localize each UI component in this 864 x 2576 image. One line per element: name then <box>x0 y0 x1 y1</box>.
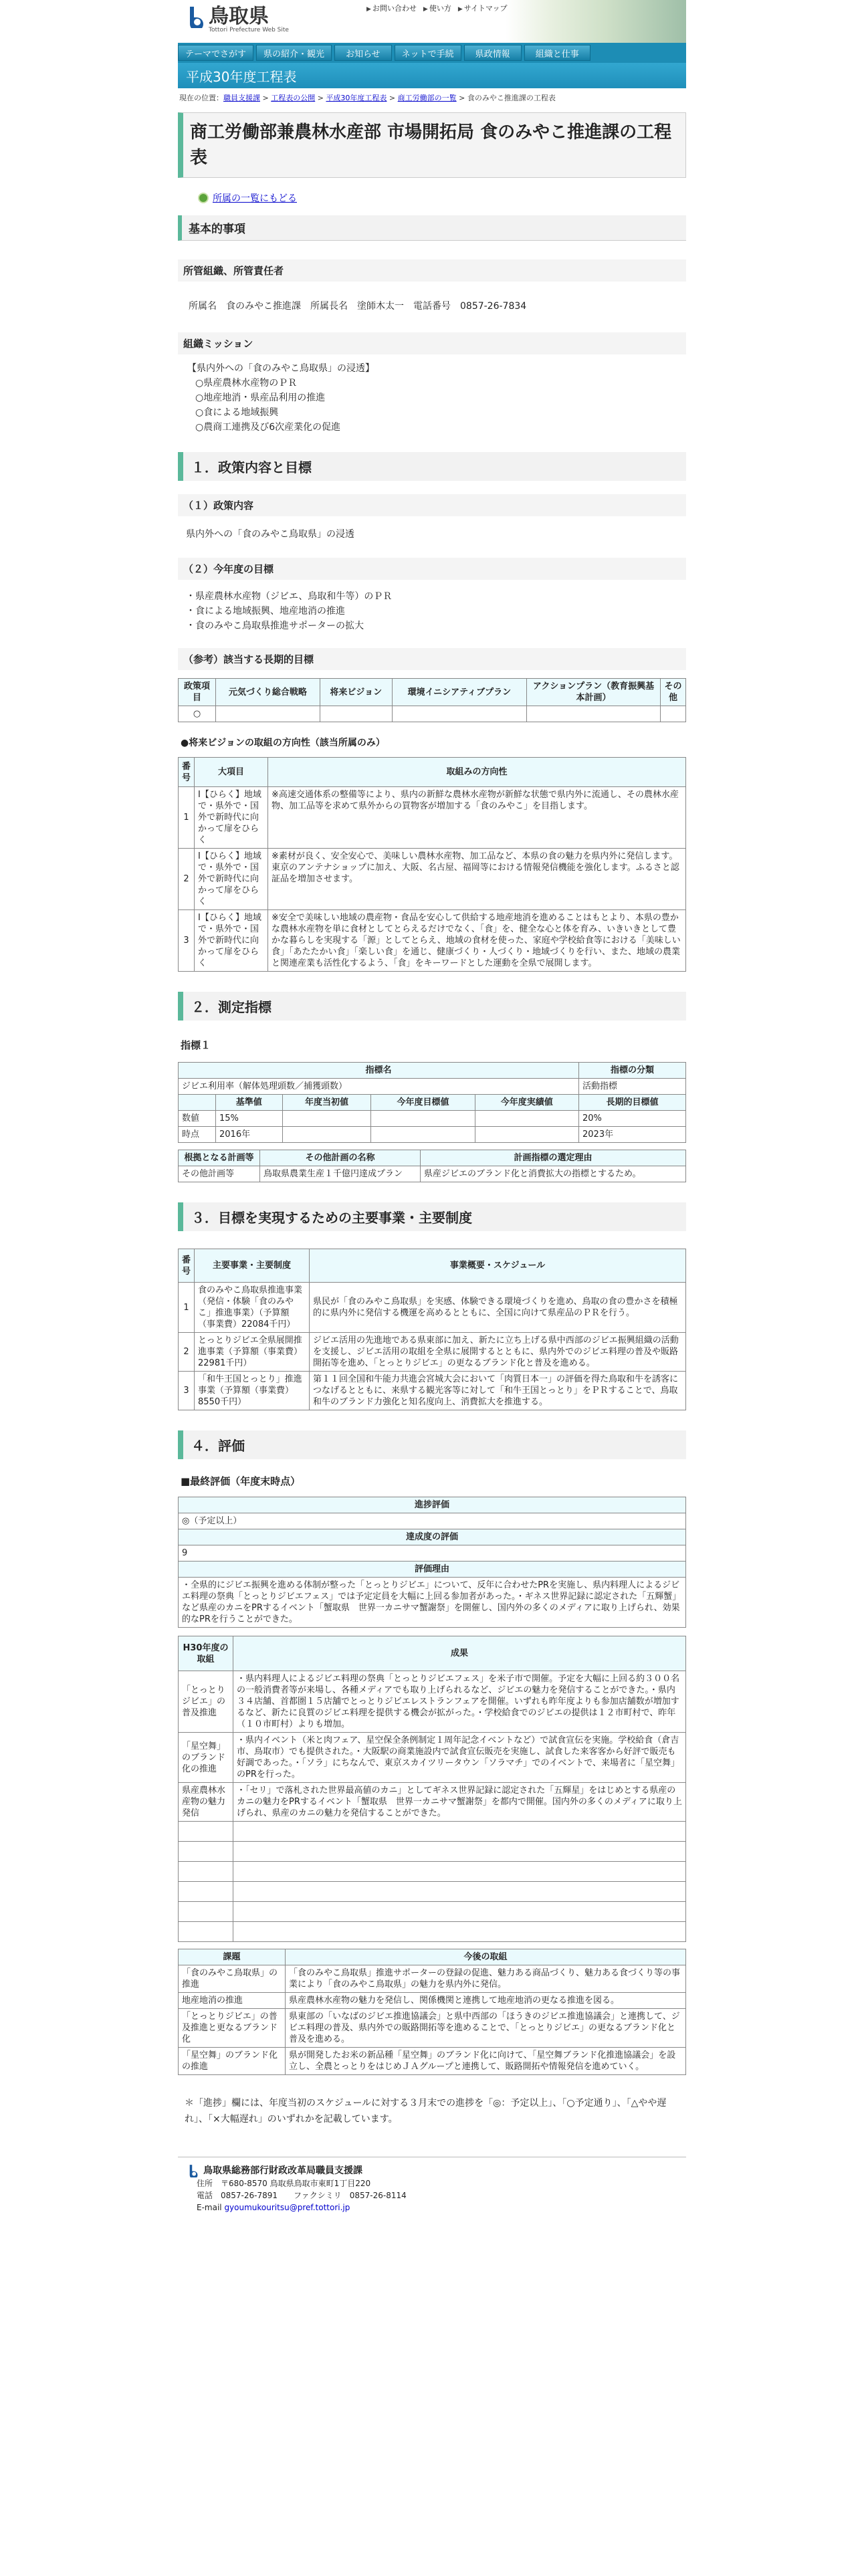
prefecture-logo-icon <box>186 5 206 28</box>
progress-note: ＊「進捗」欄には、年度当初のスケジュールに対する３月末での進捗を「◎：予定以上」、「○予定通り」、「△やや遅れ」、「×大幅遅れ」のいずれかを記載しています。 <box>185 2098 667 2125</box>
table-row <box>179 1882 686 1902</box>
logo-subtitle: Tottori Prefecture Web Site <box>209 27 289 33</box>
table-row: 3 Ⅰ【ひらく】地域で・県外で・国外で新時代に向かって扉をひらく ※安全で美味しい地域の農産物・食品を安心して供給する地産地消を進めることはもとより、本県の豊かな農林水産物を単に食材としてとらえるだけでなく、「食」を、健全な心と体を育み、いきいきとして豊かな暮らしを実現する「源」としてとらえ、地域の食材を使った、家庭や学校給食等における「美味しい食」「あたたかい食」「楽しい食」を通じ、健康づくり・人づくり・地域づくりを行い、また、地域の農業と関連産業も活性化するよう、「食」をキーワードとした運動を全県で展開します。 <box>179 910 686 972</box>
nav-policy[interactable]: 県政情報 <box>464 45 522 61</box>
arrow-icon: ▶ <box>366 6 371 13</box>
header-photo <box>506 0 686 43</box>
table-row <box>179 1842 686 1862</box>
sitemap-link[interactable]: ▶ サイトマップ <box>457 4 508 13</box>
table-row: 2 Ⅰ【ひらく】地域で・県外で・国外で新時代に向かって扉をひらく ※素材が良く、安全安心で、美味しい農林水産物、加工品など、本県の食の魅力を県内外に発信します。東京のアンテナショップに加え、大阪、名古屋、福岡等における情報発信機能を強化します。ふるさと認証品を増加させます。 <box>179 849 686 910</box>
breadcrumb-link[interactable]: 工程表の公開 <box>271 94 316 102</box>
nav-online[interactable]: ネットで手続 <box>395 45 461 61</box>
table-row: 3 「和牛王国とっとり」推進事業（予算額（事業費）8550千円） 第１１回全国和牛能力共進会宮城大会において「肉質日本一」の評価を得た鳥取和牛を誘客につなげるとともに、来県する観光客等に対して「和牛王国とっとり」をＰＲすることで、鳥取和牛のブランド力強化と知名度向上、消費拡大を推進する。 <box>179 1372 686 1410</box>
results-table: H30年度の取組 成果 「とっとりジビエ」の普及推進 ・県内料理人によるジビエ料理の祭典「とっとりジビエフェス」を米子市で開催。予定を大幅に上回る約３００名の一般消費者等が来場し、各種メディアでも取り上げられるなど、ジビエの魅力を発信することができた。・県内３４店舗、首都圏１５店舗でとっとりジビエレストランフェアを開催。いずれも昨年度よりも参加店舗数が増加するなど、新たに良質のジビエ料理を提供する機会が拡がった。・学校給食でのジビエの提供は１２市町村で、昨年（１０市町村）よりも増加。 「星空舞」のブランド化の推進 ・県内イベント（米と肉フェア、星空保全条例制定１周年記念イベントなど）で試食宣伝を実施。学校給食（倉吉市、鳥取市）でも提供された。・大阪駅の商業施設内で試食宣伝販売を実施し、試食した来客客から好評で販売も好調であった。・「ソラ」にちなんで、東京スカイツリータウン「ソラマチ」でのイベントで、来場者に「星空舞」のPRを行った。 県産農林水産物の魅力発信 ・「セリ」で落札された世界最高値のカニ」としてギネス世界記録に認定された「五輝星」をはじめとする県産のカニの魅力をPRするイベント「蟹取県 世界一カニサマ蟹謝祭」を都内で開催。国内外の多くのメディアに取り上げられ、県産のカニの魅力を発信することができた。 <box>178 1636 686 1942</box>
org-heading: 所管組織、所管責任者 <box>178 259 686 282</box>
evaluation-section-heading: ４．評価 <box>178 1430 686 1459</box>
breadcrumb-link[interactable]: 職員支援課 <box>223 94 260 102</box>
arrow-icon: ▶ <box>457 6 463 13</box>
logo-title: 鳥取県 <box>209 5 269 28</box>
mission-heading: 組織ミッション <box>178 332 686 354</box>
breadcrumb-link[interactable]: 商工労働部の一覧 <box>397 94 457 102</box>
policy-content-heading: （１）政策内容 <box>178 494 686 516</box>
site-header <box>178 0 686 43</box>
footer-email-label: E-mail <box>197 2203 225 2212</box>
table-row: 県産農林水産物の魅力発信 ・「セリ」で落札された世界最高値のカニ」としてギネス世界記録に認定された「五輝星」をはじめとする県産のカニの魅力をPRするイベント「蟹取県 世界一カニサマ蟹謝祭」を都内で開催。国内外の多くのメディアに取り上げられ、県産のカニの魅力を発信することができた。 <box>179 1783 686 1822</box>
org-line: 所属名 食のみやこ推進課 所属長名 塗師木太一 電話番号 0857-26-7834 <box>189 301 527 312</box>
table-row: 「とっとりジビエ」の普及推進 ・県内料理人によるジビエ料理の祭典「とっとりジビエフェス」を米子市で開催。予定を大幅に上回る約３００名の一般消費者等が来場し、各種メディアでも取り上げられるなど、ジビエの魅力を発信することができた。・県内３４店舗、首都圏１５店舗でとっとりジビエレストランフェアを開催。いずれも昨年度よりも参加店舗数が増加するなど、新たに良質のジビエ料理を提供する機会が拡がった。・学校給食でのジビエの提供は１２市町村で、昨年（１０市町村）よりも増加。 <box>179 1671 686 1733</box>
table-row <box>179 1902 686 1922</box>
vision-table: 番号 大項目 取組みの方向性 1 Ⅰ【ひらく】地域で・県外で・国外で新時代に向かって扉をひらく ※高速交通体系の整備等により、県内の新鮮な農林水産物が新鮮な状態で県内外に流通し、その農林水産物、加工品等を求めて県外からの買物客が増加する「食のみやこ」を目指します。 2 Ⅰ【ひらく】地域で・県外で・国外で新時代に向かって扉をひらく ※素材が良く、安全安心で、美味しい農林水産物、加工品など、本県の食の魅力を県内外に発信します。東京のアンテナショップに加え、大阪、名古屋、福岡等における情報発信機能を強化します。ふるさと認証品を増加させます。 3 Ⅰ【ひらく】地域で・県外で・国外で新時代に向かって扉をひらく ※安全で美味しい地域の農産物・食品を安心して供給する地産地消を進めることはもとより、本県の豊かな農林水産物を単に食材としてとらえるだけでなく、「食」を、健全な心と体を育み、いきいきとして豊かな暮らしを実現する「源」としてとらえ、地域の食材を使った、家庭や学校給食等における「美味しい食」「あたたかい食」「楽しい食」を通じ、健康づくり・人づくり・地域づくりを行い、また、地域の農業と関連産業も活性化するよう、「食」をキーワードとした運動を全県で展開します。 <box>178 757 686 972</box>
breadcrumb: 現在の位置：職員支援課 > 工程表の公開 > 平成30年度工程表 > 商工労働部の一覧 > 食のみやこ推進課の工程表 <box>179 94 556 102</box>
footer-email-link[interactable]: gyoumukouritsu@pref.tottori.jp <box>224 2203 350 2212</box>
table-row: 「星空舞」のブランド化の推進 県が開発したお米の新品種「星空舞」のブランド化に向けて、「星空舞ブランド化推進協議会」を設立し、全農とっとりをはじめＪＡグループと連携して、販路開拓や情報発信を進めていく。 <box>179 2048 686 2075</box>
projects-section-heading: ３．目標を実現するための主要事業・主要制度 <box>178 1202 686 1231</box>
table-row <box>179 1862 686 1882</box>
long-term-table: 政策項目 元気づくり総合戦略 将来ビジョン 環境イニシアティブプラン アクションプラン（教育振興基本計画） その他 ○ <box>178 678 686 722</box>
table-row: 地産地消の推進 県産農林水産物の魅力を発信し、関係機関と連携して地産地消の更なる推進を図る。 <box>179 1993 686 2009</box>
table-row: 2 とっとりジビエ全県展開推進事業（予算額（事業費）22981千円） ジビエ活用の先進地である県東部に加え、新たに立ち上げる県中西部のジビエ振興組織の活動を支援し、ジビエ活用の取組を全県に展開するとともに、県内外でのジビエ料理の普及や販路開拓等を進め、「とっとりジビエ」の更なるブランド化と普及を進める。 <box>179 1333 686 1372</box>
back-arrow-icon <box>198 193 209 203</box>
footer-address: 住所 〒680-8570 鳥取県鳥取市東町1丁目220 <box>197 2179 371 2188</box>
nav-intro[interactable]: 県の紹介・観光 <box>256 45 332 61</box>
back-link-row <box>198 191 686 205</box>
footer-phone: 電話 0857-26-7891 ファクシミリ 0857-26-8114 <box>197 2191 407 2200</box>
breadcrumb-current: 食のみやこ推進課の工程表 <box>467 94 556 102</box>
vision-heading: ●将来ビジョンの取組の方向性（該当所属のみ） <box>181 738 385 748</box>
indicator-table: 指標名 指標の分類 ジビエ利用率（解体処理頭数／捕獲頭数） 活動指標 基準値 年度当初値 今年度目標値 今年度実績値 長期的目標値 数値 15% 20% 時点 2016年 2023年 <box>178 1062 686 1143</box>
indicator-title: 指標１ <box>181 1039 211 1051</box>
site-logo[interactable] <box>186 5 269 28</box>
issues-table: 課題 今後の取組 「食のみやこ鳥取県」の推進 「食のみやこ鳥取県」推進サポーターの登録の促進、魅力ある商品づくり、魅力ある食づくり等の事業により「食のみやこ鳥取県」の魅力を県内外に発信。 地産地消の推進 県産農林水産物の魅力を発信し、関係機関と連携して地産地消の更なる推進を図る。 「とっとりジビエ」の普及推進と更なるブランド化 県東部の「いなばのジビエ推進協議会」と県中西部の「ほうきのジビエ推進協議会」と連携して、ジビエ料理の普及、県内外での販路開拓等を進めることで、「とっとりジビエ」の更なるブランド化と普及を進める。 「星空舞」のブランド化の推進 県が開発したお米の新品種「星空舞」のブランド化に向けて、「星空舞ブランド化推進協議会」を設立し、全農とっとりをはじめＪＡグループと連携して、販路開拓や情報発信を進めていく。 <box>178 1949 686 2075</box>
howto-link[interactable]: ▶ 使い方 <box>423 4 451 13</box>
breadcrumb-link[interactable]: 平成30年度工程表 <box>326 94 387 102</box>
policy-content: 県内外への「食のみやこ鳥取県」の浸透 <box>186 529 354 540</box>
projects-table: 番号 主要事業・主要制度 事業概要・スケジュール 1 食のみやこ鳥取県推進事業（発信・体験「食のみやこ」推進事業）（予算額（事業費）22084千円） 県民が「食のみやこ鳥取県」を実感、体験できる環境づくりを進め、鳥取の食の豊かさを積極的に県内外に発信する機運を高めるとともに、全国に向けて県産品のＰＲを行う。 2 とっとりジビエ全県展開推進事業（予算額（事業費）22981千円） ジビエ活用の先進地である県東部に加え、新たに立ち上げる県中西部のジビエ振興組織の活動を支援し、ジビエ活用の取組を全県に展開するとともに、県内外でのジビエ料理の普及や販路開拓等を進め、「とっとりジビエ」の更なるブランド化と普及を進める。 3 「和牛王国とっとり」推進事業（予算額（事業費）8550千円） 第１１回全国和牛能力共進会宮城大会において「肉質日本一」の評価を得た鳥取和牛を誘客につなげるとともに、来県する観光客等に対して「和牛王国とっとり」をＰＲすることで、鳥取和牛のブランド力強化と知名度向上、消費拡大を推進する。 <box>178 1249 686 1410</box>
table-row: 1 食のみやこ鳥取県推進事業（発信・体験「食のみやこ」推進事業）（予算額（事業費）22084千円） 県民が「食のみやこ鳥取県」を実感、体験できる環境づくりを進め、鳥取の食の豊かさを積極的に県内外に発信する機運を高めるとともに、全国に向けて県産品のＰＲを行う。 <box>179 1283 686 1333</box>
basic-heading: 基本的事項 <box>178 215 686 241</box>
table-row: 「食のみやこ鳥取県」の推進 「食のみやこ鳥取県」推進サポーターの登録の促進、魅力ある商品づくり、魅力ある食づくり等の事業により「食のみやこ鳥取県」の魅力を県内外に発信。 <box>179 1965 686 1993</box>
nav-theme[interactable]: テーマでさがす <box>178 45 253 61</box>
policy-section-heading: １．政策内容と目標 <box>178 452 686 481</box>
goal-heading: （２）今年度の目標 <box>178 558 686 580</box>
arrow-icon: ▶ <box>423 6 428 13</box>
table-row <box>179 1822 686 1842</box>
back-to-list-link[interactable]: 所属の一覧にもどる <box>213 193 297 204</box>
plan-table: 根拠となる計画等 その他計画の名称 計画指標の選定理由 その他計画等 鳥取県農業生産１千億円達成プラン 県産ジビエのブランド化と消費拡大の指標とするため。 <box>178 1150 686 1182</box>
final-eval-heading: ■最終評価（年度末時点） <box>181 1475 301 1487</box>
contact-link[interactable]: ▶ お問い合わせ <box>366 4 417 13</box>
prefecture-logo-icon <box>187 2164 199 2177</box>
table-row: 「とっとりジビエ」の普及推進と更なるブランド化 県東部の「いなばのジビエ推進協議会」と県中西部の「ほうきのジビエ推進協議会」と連携して、ジビエ料理の普及、県内外での販路開拓等を進めることで、「とっとりジビエ」の更なるブランド化と普及を進める。 <box>179 2009 686 2048</box>
table-row: 「星空舞」のブランド化の推進 ・県内イベント（米と肉フェア、星空保全条例制定１周年記念イベントなど）で試食宣伝を実施。学校給食（倉吉市、鳥取市）でも提供された。・大阪駅の商業施設内で試食宣伝販売を実施し、試食した来客客から好評で販売も好調であった。・「ソラ」にちなんで、東京スカイツリータウン「ソラマチ」でのイベントで、来場者に「星空舞」のPRを行った。 <box>179 1733 686 1783</box>
nav-organization[interactable]: 組織と仕事 <box>524 45 590 61</box>
mission-list: 【県内外への「食のみやこ鳥取県」の浸透】 ○県産農林水産物のＰＲ ○地産地消・県産品利用の推進 ○食による地域振興 ○農商工連携及び6次産業化の促進 <box>187 363 374 433</box>
goal-list: ・県産農林水産物（ジビエ、鳥取和牛等）のＰＲ ・食による地域振興、地産地消の推進 ・食のみやこ鳥取県推進サポーターの拡大 <box>186 591 393 631</box>
indicator-section-heading: ２．測定指標 <box>178 992 686 1021</box>
global-nav <box>178 43 686 63</box>
page-title: 商工労働部兼農林水産部 市場開拓局 食のみやこ推進課の工程表 <box>178 112 686 178</box>
table-row: 1 Ⅰ【ひらく】地域で・県外で・国外で新時代に向かって扉をひらく ※高速交通体系の整備等により、県内の新鮮な農林水産物が新鮮な状態で県内外に流通し、その農林水産物、加工品等を求めて県外からの買物客が増加する「食のみやこ」を目指します。 <box>179 787 686 849</box>
footer <box>178 2157 686 2220</box>
section-title-bar: 平成30年度工程表 <box>178 63 686 88</box>
footer-org: 鳥取県総務部行財政改革局職員支援課 <box>203 2165 362 2176</box>
table-row <box>179 1922 686 1942</box>
header-links <box>366 3 508 13</box>
long-term-heading: （参考）該当する長期的目標 <box>178 648 686 670</box>
nav-news[interactable]: お知らせ <box>334 45 392 61</box>
evaluation-table: 進捗評価 ◎（予定以上） 達成度の評価 9 評価理由 ・全県的にジビエ振興を進める体制が整った「とっとりジビエ」について、反年に合わせたPRを実施し、県内料理人によるジビエ料理の祭典「とっとりジビエフェス」では予定定員を大幅に上回る参加者があった。・ギネス世界記録に認定された「五輝蟹」など県産のカニをPRするイベント「蟹取県 世界一カニサマ蟹謝祭」を開催し、国内外の多くのメディアに取り上げられ、効果的なPRを行うことができた。 <box>178 1497 686 1628</box>
